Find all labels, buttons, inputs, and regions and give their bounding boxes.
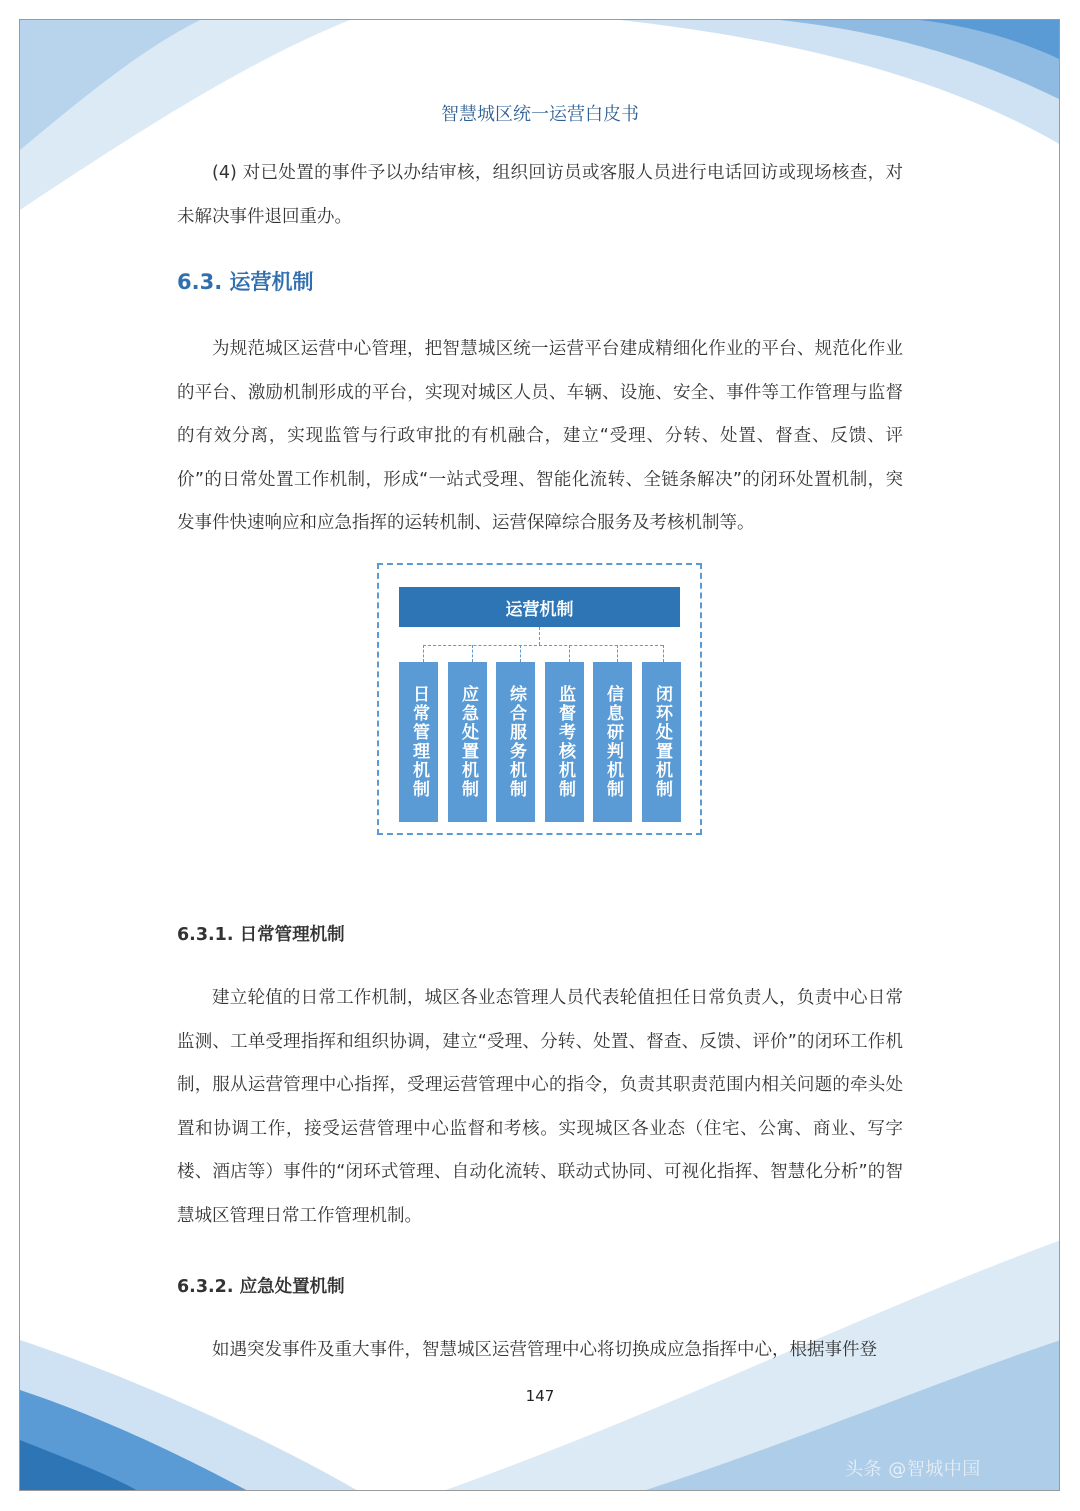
diagram-item: 综合服务机制 (496, 662, 535, 822)
diagram-title-box: 运营机制 (399, 587, 680, 627)
page-number: 147 (525, 1387, 555, 1405)
subsection-paragraph-2: 如遇突发事件及重大事件，智慧城区运营管理中心将切换成应急指挥中心，根据事件登 (212, 1340, 877, 1360)
diagram-connector (472, 645, 473, 662)
section-heading: 6.3. 运营机制 (177, 270, 314, 294)
diagram-item: 监督考核机制 (545, 662, 584, 822)
watermark: 头条 @智城中国 (845, 1459, 981, 1480)
section-paragraph: 为规范城区运营中心管理，把智慧城区统一运营平台建成精细化作业的平台、规范化作业的平台、激励机制形成的平台，实现对城区人员、车辆、设施、安全、事件等工作管理与监督的有效分离，实现监管与行政审批的有机融合，建立“受理、分转、处置、督查、反馈、评价”的日常处置工作机制，形成“一站式受理、智能化流转、全链条解决”的闭环处置机制，突发事件快速响应和应急指挥的运转机制、运营保障综合服务及考核机制等。 (177, 339, 903, 534)
diagram-item: 信息研判机制 (593, 662, 632, 822)
diagram-connector (617, 645, 618, 662)
diagram-connector (423, 645, 663, 646)
diagram-connector (423, 645, 424, 662)
subsection-heading-1: 6.3.1. 日常管理机制 (177, 925, 345, 945)
diagram-connector (663, 645, 664, 662)
intro-paragraph: (4) 对已处置的事件予以办结审核，组织回访员或客服人员进行电话回访或现场核查，对未解决事件退回重办。 (177, 163, 903, 227)
diagram-connector (569, 645, 570, 662)
diagram-connector (539, 627, 540, 645)
diagram-item: 应急处置机制 (448, 662, 487, 822)
mechanism-diagram (377, 563, 702, 835)
diagram-item: 日常管理机制 (399, 662, 438, 822)
subsection-paragraph-1: 建立轮值的日常工作机制，城区各业态管理人员代表轮值担任日常负责人，负责中心日常监测、工单受理指挥和组织协调，建立“受理、分转、处置、督查、反馈、评价”的闭环工作机制，服从运营管理中心指挥，受理运营管理中心的指令，负责其职责范围内相关问题的牵头处置和协调工作，接受运营管理中心监督和考核。实现城区各业态（住宅、公寓、商业、写字楼、酒店等）事件的“闭环式管理、自动化流转、联动式协同、可视化指挥、智慧化分析”的智慧城区管理日常工作管理机制。 (177, 988, 903, 1226)
diagram-item: 闭环处置机制 (642, 662, 681, 822)
subsection-heading-2: 6.3.2. 应急处置机制 (177, 1277, 345, 1297)
diagram-connector (520, 645, 521, 662)
page-header-title: 智慧城区统一运营白皮书 (441, 104, 639, 125)
